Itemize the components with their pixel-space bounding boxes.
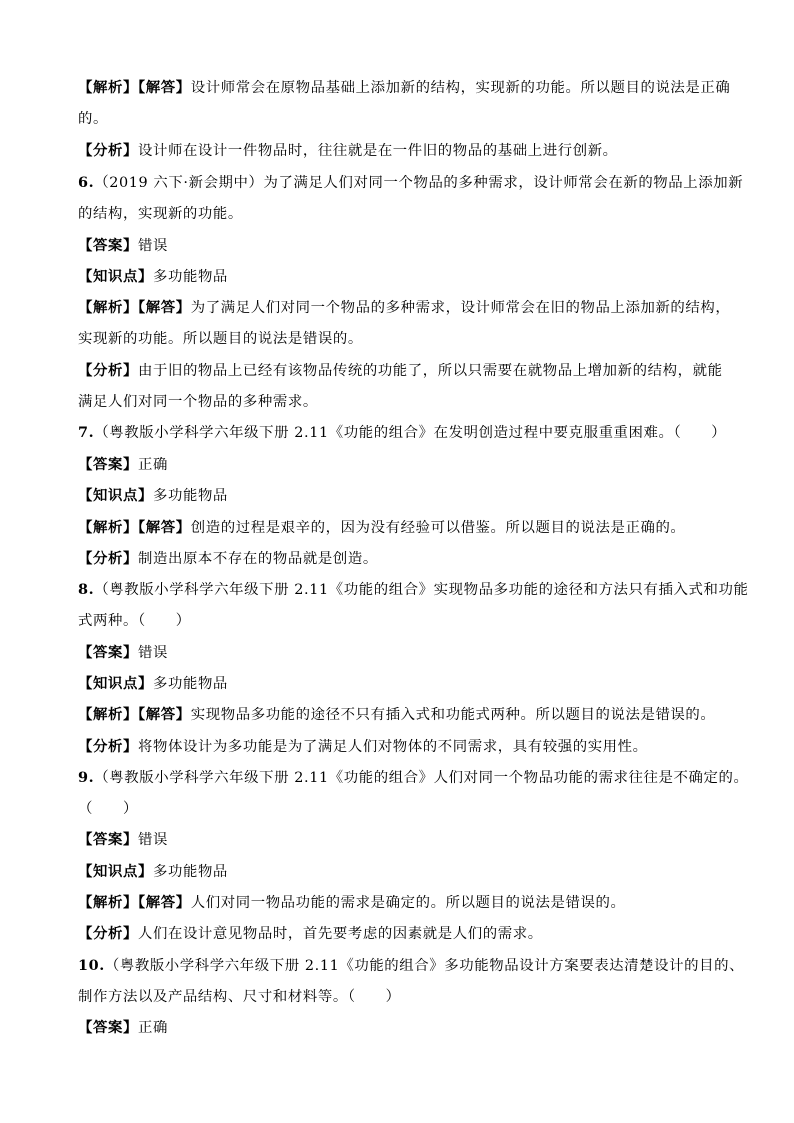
q6-knowledge: 多功能物品 xyxy=(152,269,228,285)
q6-comment-text-2: 满足人们对同一个物品的多种需求。 xyxy=(78,394,318,410)
q6-question-line-2 xyxy=(78,204,243,224)
answer-label: 【答案】 xyxy=(78,456,138,473)
q6-question-text: 为了满足人们对同一个物品的多种需求，设计师常会在新的物品上添加新 xyxy=(263,175,744,191)
q9-source: （粤教版小学科学六年级下册 2.11《功能的组合》 xyxy=(94,770,434,786)
solution-label: 【解答】 xyxy=(137,79,191,96)
q10-question-line-2 xyxy=(78,987,401,1007)
q7-number: 7. xyxy=(78,424,95,441)
solution-label: 【解答】 xyxy=(137,299,191,316)
q7-analysis-line xyxy=(78,518,685,538)
q7-comment-line xyxy=(78,549,378,569)
q6-source: （2019 六下·新会期中） xyxy=(94,175,264,191)
comment-label: 【分析】 xyxy=(78,142,138,159)
answer-label: 【答案】 xyxy=(78,237,138,254)
q7-answer: 正确 xyxy=(137,457,168,473)
q9-answer: 错误 xyxy=(137,832,168,848)
solution-label: 【解答】 xyxy=(137,894,191,911)
q6-analysis-text-2: 实现新的功能。所以题目的说法是错误的。 xyxy=(78,331,363,347)
q8-question-line-2 xyxy=(78,611,191,631)
q8-comment-text: 将物体设计为多功能是为了满足人们对物体的不同需求，具有较强的实用性。 xyxy=(137,739,648,755)
q6-analysis-line-1 xyxy=(78,298,730,318)
q6-analysis-text: 为了满足人们对同一个物品的多种需求，设计师常会在旧的物品上添加新的结构， xyxy=(190,300,731,316)
solution-label: 【解答】 xyxy=(137,706,191,723)
q9-number: 9. xyxy=(78,769,95,786)
comment-label: 【分析】 xyxy=(78,925,138,942)
knowledge-label: 【知识点】 xyxy=(78,487,153,504)
q8-analysis-text: 实现物品多功能的途径不只有插入式和功能式两种。所以题目的说法是错误的。 xyxy=(190,707,716,723)
knowledge-label: 【知识点】 xyxy=(78,268,153,285)
q9-comment-text: 人们在设计意见物品时，首先要考虑的因素就是人们的需求。 xyxy=(137,926,543,942)
q10-question-text: 多功能物品设计方案要表达清楚设计的目的、 xyxy=(444,958,745,974)
comment-label: 【分析】 xyxy=(78,738,138,755)
comment-label: 【分析】 xyxy=(78,550,138,567)
q6-question-line-1 xyxy=(78,173,743,193)
q6-comment-line-2 xyxy=(78,392,318,412)
q8-answer: 错误 xyxy=(137,645,168,661)
q9-knowledge-line xyxy=(78,862,228,882)
q5-comment-line xyxy=(78,141,618,161)
analysis-label: 【解析】 xyxy=(78,79,138,96)
q8-question-text-2: 式两种。（ ） xyxy=(78,613,191,629)
q9-analysis-text: 人们对同一物品功能的需求是确定的。所以题目的说法是错误的。 xyxy=(190,895,626,911)
q5-comment-text: 设计师在设计一件物品时，往往就是在一件旧的物品的基础上进行创新。 xyxy=(137,143,618,159)
q6-analysis-line-2 xyxy=(78,329,363,349)
q6-answer: 错误 xyxy=(137,238,168,254)
q10-number: 10. xyxy=(78,957,105,974)
q10-answer-line xyxy=(78,1018,168,1038)
q8-comment-line xyxy=(78,737,648,757)
q8-question-line-1 xyxy=(78,580,748,600)
comment-label: 【分析】 xyxy=(78,362,138,379)
q10-answer: 正确 xyxy=(137,1020,168,1036)
q5-analysis-line-2 xyxy=(78,109,108,129)
q9-knowledge: 多功能物品 xyxy=(152,864,228,880)
analysis-label: 【解析】 xyxy=(78,519,138,536)
q9-question-text-2: （ ） xyxy=(78,801,138,817)
q10-source: （粤教版小学科学六年级下册 2.11《功能的组合》 xyxy=(104,958,445,974)
q8-answer-line xyxy=(78,643,168,663)
q8-question-text: 实现物品多功能的途径和方法只有插入式和功能 xyxy=(433,582,749,598)
q8-knowledge-line xyxy=(78,674,228,694)
q6-knowledge-line xyxy=(78,267,228,287)
analysis-label: 【解析】 xyxy=(78,299,138,316)
q9-analysis-line xyxy=(78,893,625,913)
q10-question-line-1 xyxy=(78,956,744,976)
q10-question-text-2: 制作方法以及产品结构、尺寸和材料等。（ ） xyxy=(78,989,401,1005)
knowledge-label: 【知识点】 xyxy=(78,863,153,880)
q7-question-text: 在发明创造过程中要克服重重困难。（ ） xyxy=(433,425,727,441)
q7-knowledge-line xyxy=(78,486,228,506)
answer-label: 【答案】 xyxy=(78,644,138,661)
q5-analysis-line-1 xyxy=(78,78,730,98)
q5-analysis-text-2: 的。 xyxy=(78,111,108,127)
q7-comment-text: 制造出原本不存在的物品就是创造。 xyxy=(137,551,378,567)
answer-label: 【答案】 xyxy=(78,1019,138,1036)
q8-knowledge: 多功能物品 xyxy=(152,676,228,692)
q6-question-text-2: 的结构，实现新的功能。 xyxy=(78,206,243,222)
q9-question-text: 人们对同一个物品功能的需求往往是不确定的。 xyxy=(433,770,749,786)
q8-source: （粤教版小学科学六年级下册 2.11《功能的组合》 xyxy=(94,582,434,598)
q7-analysis-text: 创造的过程是艰辛的，因为没有经验可以借鉴。所以题目的说法是正确的。 xyxy=(190,520,686,536)
q9-question-line-2 xyxy=(78,799,138,819)
q8-analysis-line xyxy=(78,705,715,725)
q8-number: 8. xyxy=(78,581,95,598)
q7-source: （粤教版小学科学六年级下册 2.11《功能的组合》 xyxy=(94,425,434,441)
q6-number: 6. xyxy=(78,174,95,191)
q5-analysis-text: 设计师常会在原物品基础上添加新的结构，实现新的功能。所以题目的说法是正确 xyxy=(190,80,731,96)
q6-comment-line-1 xyxy=(78,361,723,381)
q7-question-line xyxy=(78,423,726,443)
analysis-label: 【解析】 xyxy=(78,894,138,911)
q6-answer-line xyxy=(78,236,168,256)
q7-answer-line xyxy=(78,455,168,475)
q9-comment-line xyxy=(78,924,543,944)
analysis-label: 【解析】 xyxy=(78,706,138,723)
solution-label: 【解答】 xyxy=(137,519,191,536)
q9-question-line-1 xyxy=(78,768,748,788)
q7-knowledge: 多功能物品 xyxy=(152,488,228,504)
q9-answer-line xyxy=(78,830,168,850)
q6-comment-text: 由于旧的物品上已经有该物品传统的功能了，所以只需要在就物品上增加新的结构，就能 xyxy=(137,363,723,379)
answer-label: 【答案】 xyxy=(78,831,138,848)
knowledge-label: 【知识点】 xyxy=(78,675,153,692)
